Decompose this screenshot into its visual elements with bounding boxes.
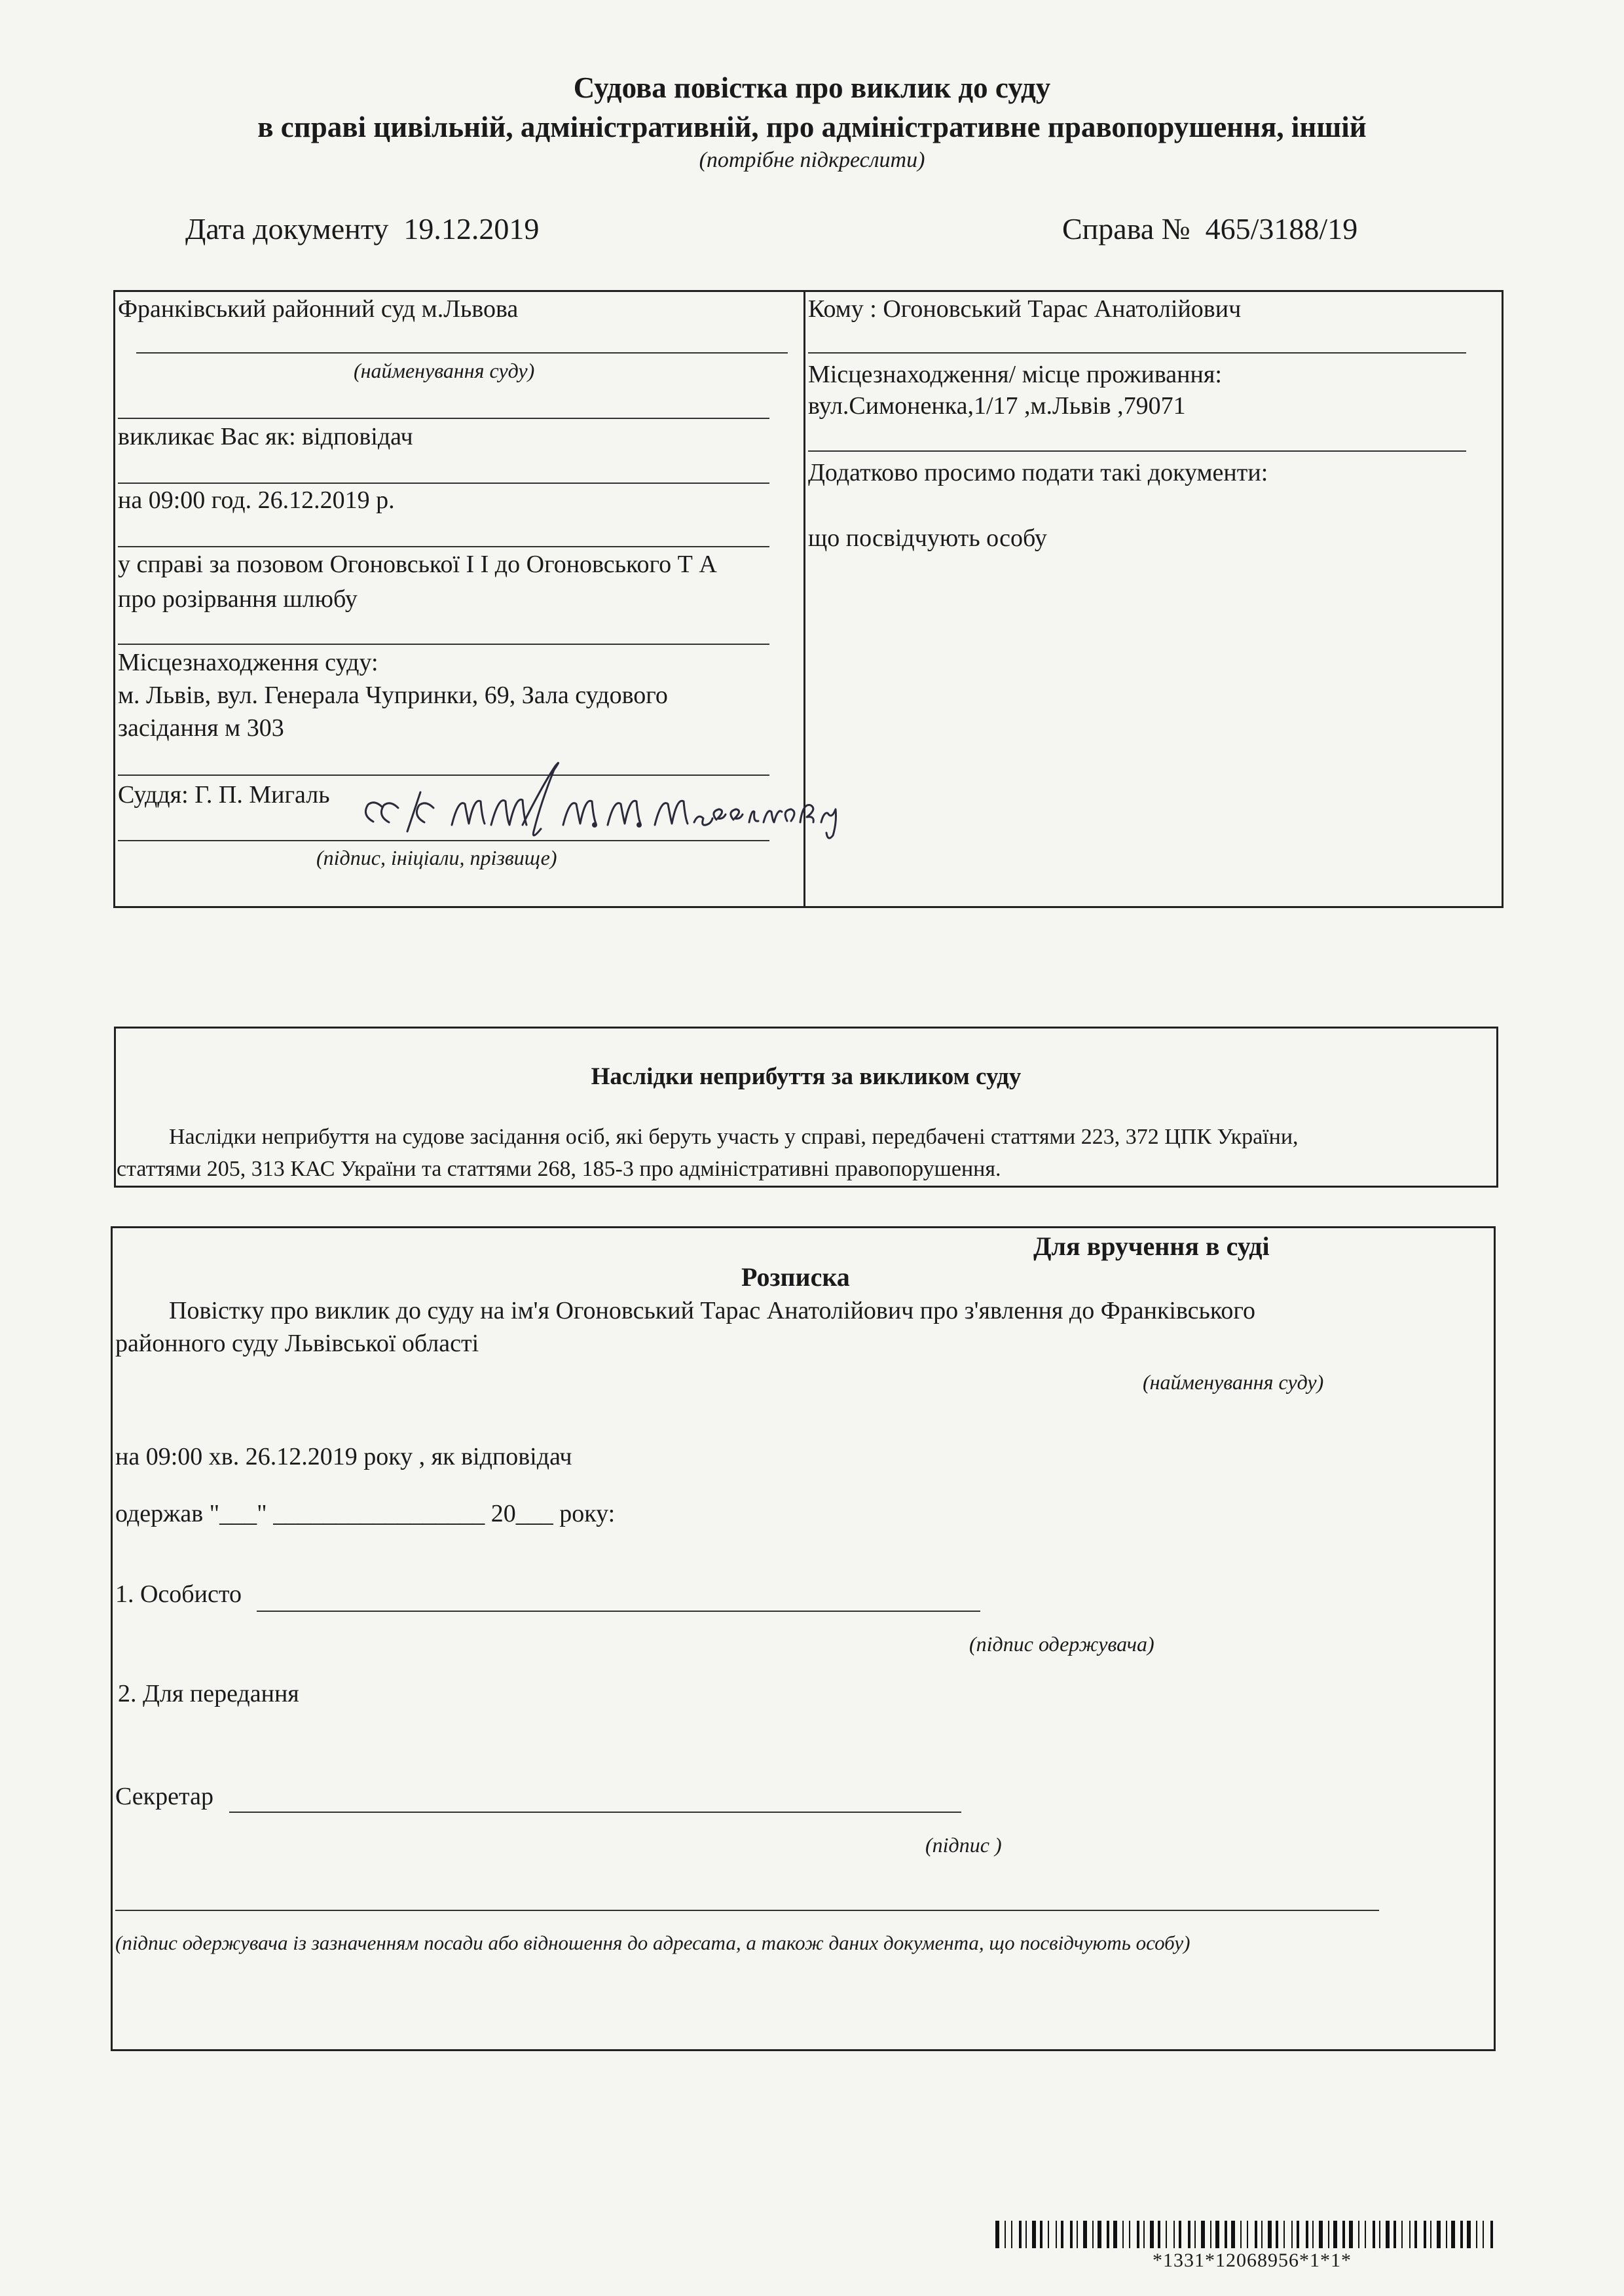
barcode-bar (1247, 2221, 1248, 2248)
barcode-bar (1319, 2221, 1323, 2248)
receipt-court-caption: (найменування суду) (1143, 1370, 1324, 1394)
barcode-bar (1194, 2221, 1196, 2248)
barcode-bar (1386, 2221, 1390, 2248)
barcode-bar (1414, 2221, 1417, 2248)
for-delivery-label: Для вручення в суді (1033, 1231, 1270, 1261)
judge-caption: (підпис, ініціали, прізвище) (316, 846, 557, 869)
hearing-datetime: на 09:00 год. 26.12.2019 р. (118, 486, 395, 514)
barcode-bar (1297, 2221, 1299, 2248)
address-value: вул.Симоненка,1/17 ,м.Львів ,79071 (808, 392, 1186, 420)
date-label: Дата документу (185, 212, 389, 246)
barcode-bar (1005, 2221, 1006, 2248)
barcode-bar (1150, 2221, 1154, 2248)
bottom-signature-line[interactable] (115, 1910, 1379, 1911)
barcode-bar (1019, 2221, 1022, 2248)
secretary-signature-caption: (підпис ) (925, 1833, 1002, 1857)
secretary-label: Секретар (115, 1783, 213, 1810)
received-date-line: одержав "___" _________________ 20___ року: (115, 1500, 616, 1527)
barcode-bar (1032, 2221, 1036, 2248)
left-line-5 (118, 644, 769, 645)
barcode-bar (1056, 2221, 1057, 2248)
barcode-bar (1040, 2221, 1043, 2248)
barcode-bar (1166, 2221, 1167, 2248)
case-number (1062, 211, 1357, 246)
barcode-bar (1122, 2221, 1124, 2248)
barcode (995, 2221, 1500, 2248)
secretary-signature-line[interactable] (229, 1812, 961, 1813)
barcode-bar (1430, 2221, 1431, 2248)
barcode-bar (1342, 2221, 1345, 2248)
barcode-bar (1158, 2221, 1160, 2248)
barcode-bar (1483, 2221, 1484, 2248)
left-line-2 (118, 418, 769, 419)
barcode-bar (1373, 2221, 1375, 2248)
barcode-bar (1255, 2221, 1257, 2248)
case-label: Справа № (1062, 212, 1190, 246)
barcode-bar (1070, 2221, 1073, 2248)
additional-docs-label: Додатково просимо подати такі документи: (808, 459, 1268, 486)
document-subtitle: в справі цивільній, адміністративній, про адміністративне правопорушення, іншій (257, 111, 1367, 143)
title-note: (потрібне підкреслити) (699, 148, 925, 172)
barcode-bar (1283, 2221, 1285, 2248)
recipient: Кому : Огоновський Тарас Анатолійович (808, 295, 1242, 323)
barcode-bar (1179, 2221, 1181, 2248)
judge-name: Суддя: Г. П. Мигаль (118, 781, 330, 809)
court-name-caption: (найменування суду) (354, 359, 535, 382)
barcode-bar (1451, 2221, 1455, 2248)
barcode-bar (1401, 2221, 1403, 2248)
barcode-bar (1048, 2221, 1049, 2248)
court-location-label: Місцезнаходження суду: (118, 649, 378, 676)
barcode-bar (1107, 2221, 1109, 2248)
barcode-bar (1210, 2221, 1211, 2248)
barcode-bar (1409, 2221, 1411, 2248)
barcode-bar (1291, 2221, 1293, 2248)
receipt-text-2: районного суду Львівської області (115, 1330, 479, 1357)
left-line-3 (118, 483, 769, 484)
barcode-bar (1113, 2221, 1117, 2248)
personally-label: 1. Особисто (115, 1580, 242, 1608)
document-title: Судова повістка про виклик до суду (573, 71, 1051, 104)
barcode-bar (1446, 2221, 1447, 2248)
barcode-bar (1328, 2221, 1329, 2248)
barcode-bar (1231, 2221, 1235, 2248)
barcode-bar (1379, 2221, 1380, 2248)
barcode-bar (1225, 2221, 1227, 2248)
barcode-bar (995, 2221, 999, 2248)
barcode-bar (1261, 2221, 1263, 2248)
personally-signature-line[interactable] (257, 1611, 980, 1612)
barcode-bar (1188, 2221, 1190, 2248)
barcode-bar (1083, 2221, 1087, 2248)
barcode-bar (1490, 2221, 1493, 2248)
barcode-text: *1331*12068956*1*1* (1153, 2250, 1352, 2271)
document-date (185, 211, 539, 246)
consequences-text-2: статтями 205, 313 КАС України та статтями 268, 185-3 про адміністративні правопорушення. (117, 1157, 1001, 1181)
case-description-2: про розірвання шлюбу (118, 585, 358, 613)
receipt-title: Розписка (741, 1262, 850, 1292)
barcode-bar (1358, 2221, 1359, 2248)
barcode-bar (1240, 2221, 1242, 2248)
barcode-bar (1098, 2221, 1101, 2248)
barcode-bar (1061, 2221, 1063, 2248)
barcode-bar (1467, 2221, 1471, 2248)
receipt-datetime: на 09:00 хв. 26.12.2019 року , як відповідач (115, 1443, 572, 1470)
left-line-4 (118, 546, 769, 547)
barcode-bar (1424, 2221, 1426, 2248)
case-value: 465/3188/19 (1205, 212, 1358, 246)
barcode-bar (1365, 2221, 1366, 2248)
barcode-bar (1025, 2221, 1027, 2248)
barcode-bar (1460, 2221, 1463, 2248)
court-name: Франківський районний суд м.Львова (118, 295, 519, 323)
date-value: 19.12.2019 (403, 212, 540, 246)
barcode-bar (1306, 2221, 1308, 2248)
address-label: Місцезнаходження/ місце проживання: (808, 361, 1222, 388)
barcode-bar (1201, 2221, 1205, 2248)
barcode-bar (1333, 2221, 1337, 2248)
court-location-2: засідання м 303 (118, 714, 284, 742)
barcode-bar (1268, 2221, 1272, 2248)
barcode-bar (1349, 2221, 1353, 2248)
additional-docs-value: що посвідчують особу (808, 524, 1047, 552)
consequences-text-1: Наслідки неприбуття на судове засідання осіб, які беруть участь у справі, передбачені статтями 223, 372 ЦПК України, (169, 1125, 1299, 1149)
barcode-bar (1437, 2221, 1441, 2248)
court-location-1: м. Львів, вул. Генерала Чупринки, 69, Зала судового (118, 682, 668, 709)
barcode-bar (1011, 2221, 1012, 2248)
receipt-text-1: Повістку про виклик до суду на ім'я Огоновський Тарас Анатолійович про з'явлення до Франківського (169, 1297, 1256, 1324)
barcode-bar (1276, 2221, 1278, 2248)
barcode-bar (1215, 2221, 1219, 2248)
consequences-title: Наслідки неприбуття за викликом суду (591, 1063, 1022, 1090)
barcode-bar (1077, 2221, 1078, 2248)
for-transfer-label: 2. Для передання (118, 1680, 299, 1707)
recipient-line (808, 352, 1466, 354)
barcode-bar (1312, 2221, 1314, 2248)
barcode-bar (1476, 2221, 1477, 2248)
barcode-bar (1143, 2221, 1145, 2248)
recipient-signature-caption: (підпис одержувача) (969, 1632, 1154, 1656)
case-description-1: у справі за позовом Огоновської І І до Огоновського Т А (118, 551, 717, 578)
barcode-bar (1393, 2221, 1396, 2248)
barcode-bar (1173, 2221, 1175, 2248)
judge-signature (347, 759, 871, 858)
court-name-line (136, 352, 788, 354)
barcode-bar (1129, 2221, 1130, 2248)
address-line (808, 450, 1466, 452)
barcode-bar (1092, 2221, 1094, 2248)
barcode-bar (1137, 2221, 1139, 2248)
summoned-as: викликає Вас як: відповідач (118, 423, 413, 450)
bottom-caption: (підпис одержувача із зазначенням посади або відношення до адресата, а також даних документа, що посвідчують особу) (115, 1931, 1190, 1954)
